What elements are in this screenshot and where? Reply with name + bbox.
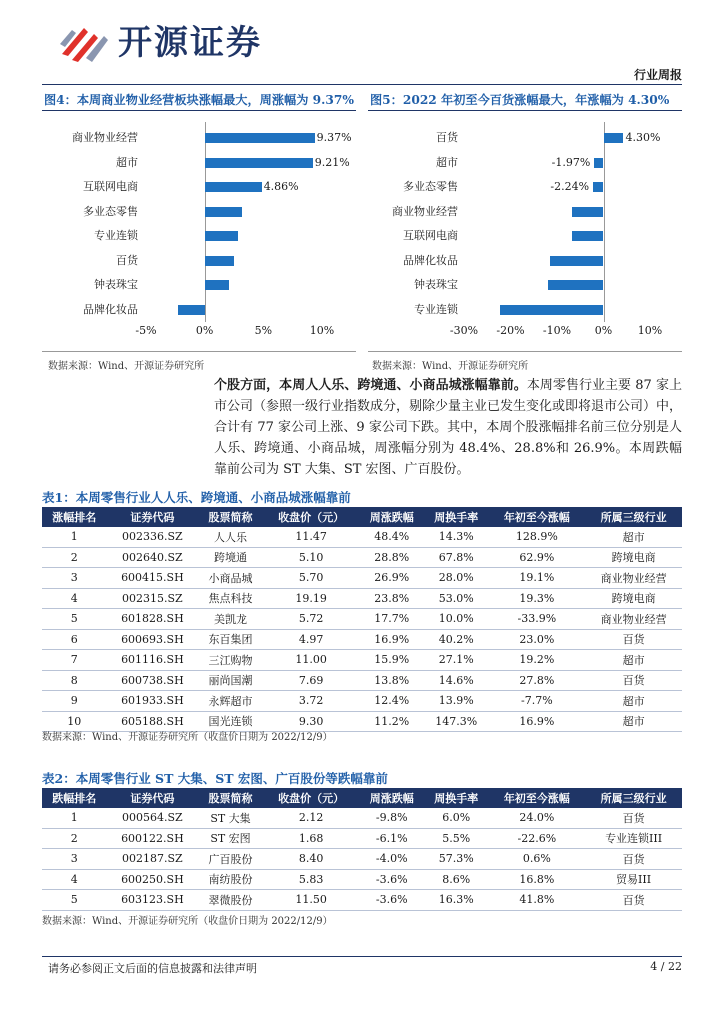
table-cell: 跨境通 (198, 547, 262, 568)
table-cell: 15.9% (359, 650, 423, 671)
table-cell: 7 (42, 650, 106, 671)
header-divider (42, 84, 682, 85)
table-cell: 10 (42, 711, 106, 732)
footer-disclaimer: 请务必参阅正文后面的信息披露和法律声明 (48, 962, 257, 975)
table-cell: 601933.SH (106, 691, 198, 712)
table-cell: 002336.SZ (106, 527, 198, 547)
table-cell: 600122.SH (106, 828, 198, 849)
category-label: 专业连锁 (94, 229, 138, 243)
bar (604, 133, 624, 143)
table-cell: 南纺股份 (198, 869, 262, 890)
column-header: 周换手率 (424, 788, 488, 808)
table-1-title: 表1：本周零售行业人人乐、跨境通、小商品城涨幅靠前 (42, 490, 351, 505)
bar (594, 158, 603, 168)
table-cell: 小商品城 (198, 568, 262, 589)
table-row (42, 869, 682, 890)
category-label: 钟表珠宝 (414, 278, 458, 292)
table-row (42, 691, 682, 712)
table-cell: -33.9% (488, 609, 585, 630)
table-cell: 8.40 (263, 849, 360, 870)
paragraph-lead: 个股方面，本周人人乐、跨境通、小商品城涨幅靠前。 (214, 378, 527, 393)
zero-axis-line (604, 122, 605, 322)
report-type: 行业周报 (633, 68, 682, 82)
table-row (42, 527, 682, 547)
table-cell: 48.4% (359, 527, 423, 547)
table-cell: 601116.SH (106, 650, 198, 671)
data-label: 4.86% (263, 180, 299, 194)
table-cell: 2 (42, 828, 106, 849)
body-paragraph (214, 375, 682, 480)
table-cell: 600415.SH (106, 568, 198, 589)
table-row (42, 588, 682, 609)
table-cell: 57.3% (424, 849, 488, 870)
table-cell: 5.72 (263, 609, 360, 630)
bar (548, 280, 604, 290)
table-cell: 百货 (585, 629, 682, 650)
table-cell: 12.4% (359, 691, 423, 712)
table-2-title: 表2：本周零售行业 ST 大集、ST 宏图、广百股份等跌幅靠前 (42, 771, 388, 786)
data-label: -2.24% (550, 180, 590, 194)
table-cell: 26.9% (359, 568, 423, 589)
table-cell: 人人乐 (198, 527, 262, 547)
bar (593, 182, 603, 192)
column-header: 收盘价（元） (263, 507, 360, 527)
x-tick-label: -30% (449, 324, 479, 337)
category-label: 钟表珠宝 (94, 278, 138, 292)
table-cell: 000564.SZ (106, 808, 198, 828)
table-cell: 600738.SH (106, 670, 198, 691)
table-cell: 2.12 (263, 808, 360, 828)
table-cell: 4 (42, 869, 106, 890)
table-cell: 8 (42, 670, 106, 691)
table-cell: 4 (42, 588, 106, 609)
figure-5-bottom-rule (368, 351, 682, 352)
table-cell: 23.0% (488, 629, 585, 650)
table-row (42, 629, 682, 650)
x-tick-label: 5% (254, 324, 273, 337)
table-cell: -9.8% (359, 808, 423, 828)
bar (205, 158, 313, 168)
table-cell: 1 (42, 527, 106, 547)
table-cell: -7.7% (488, 691, 585, 712)
table-cell: 11.50 (263, 890, 360, 911)
table-cell: -4.0% (359, 849, 423, 870)
bar (205, 182, 262, 192)
table-cell: 23.8% (359, 588, 423, 609)
table-cell: 专业连锁III (585, 828, 682, 849)
table-cell: 焦点科技 (198, 588, 262, 609)
table-cell: ST 大集 (198, 808, 262, 828)
brand-logo-icon (58, 24, 116, 64)
table-cell: 16.9% (488, 711, 585, 732)
table-cell: 百货 (585, 670, 682, 691)
figure-4-title: 图4：本周商业物业经营板块涨幅最大，周涨幅为 9.37% (44, 93, 354, 107)
table-cell: 128.9% (488, 527, 585, 547)
table-row (42, 609, 682, 630)
table-cell: 19.19 (263, 588, 360, 609)
figure-5-title: 图5：2022 年初至今百货涨幅最大，年涨幅为 4.30% (370, 93, 670, 107)
table-cell: 超市 (585, 691, 682, 712)
column-header: 跌幅排名 (42, 788, 106, 808)
x-tick-label: 0% (195, 324, 214, 337)
table-1-header-row (42, 507, 682, 527)
table-cell: 4.97 (263, 629, 360, 650)
data-label: 4.30% (625, 131, 661, 145)
table-cell: 002315.SZ (106, 588, 198, 609)
bar (572, 231, 604, 241)
table-cell: -22.6% (488, 828, 585, 849)
table-cell: 600250.SH (106, 869, 198, 890)
x-tick-label: -5% (135, 324, 157, 337)
table-cell: 超市 (585, 711, 682, 732)
data-label: 9.21% (314, 155, 350, 169)
table-row (42, 890, 682, 911)
table-row (42, 568, 682, 589)
bar (550, 256, 604, 266)
table-cell: 5.70 (263, 568, 360, 589)
table-cell: 27.1% (424, 650, 488, 671)
table-cell: 19.3% (488, 588, 585, 609)
figure-5-source: 数据来源：Wind、开源证券研究所 (372, 361, 529, 372)
category-label: 专业连锁 (414, 302, 458, 316)
table-cell: 40.2% (424, 629, 488, 650)
table-cell: 丽尚国潮 (198, 670, 262, 691)
table-cell: 28.8% (359, 547, 423, 568)
table-cell: 002187.SZ (106, 849, 198, 870)
table-cell: 3 (42, 849, 106, 870)
zero-axis-line (205, 122, 206, 322)
table-cell: 19.1% (488, 568, 585, 589)
data-label: -1.97% (551, 155, 591, 169)
table-cell: 601828.SH (106, 609, 198, 630)
table-cell: -6.1% (359, 828, 423, 849)
table-cell: 翠微股份 (198, 890, 262, 911)
bar (205, 256, 234, 266)
category-label: 商业物业经营 (392, 204, 458, 218)
category-label: 品牌化妆品 (83, 302, 138, 316)
column-header: 周涨跌幅 (359, 788, 423, 808)
category-label: 百货 (436, 131, 458, 145)
table-2-header-row (42, 788, 682, 808)
table-cell: 百货 (585, 890, 682, 911)
table-cell: 商业物业经营 (585, 568, 682, 589)
table-cell: 商业物业经营 (585, 609, 682, 630)
table-cell: 19.2% (488, 650, 585, 671)
table-cell: 17.7% (359, 609, 423, 630)
column-header: 年初至今涨幅 (488, 507, 585, 527)
bar (205, 231, 238, 241)
table-cell: 超市 (585, 650, 682, 671)
x-tick-label: 10% (637, 324, 663, 337)
table-cell: 11.00 (263, 650, 360, 671)
brand-name: 开源证券 (118, 23, 262, 63)
table-cell: 16.9% (359, 629, 423, 650)
table-cell: 16.3% (424, 890, 488, 911)
table-cell: 9.30 (263, 711, 360, 732)
table-cell: 5 (42, 890, 106, 911)
category-label: 多业态零售 (83, 204, 138, 218)
category-label: 品牌化妆品 (403, 253, 458, 267)
table-cell: 6 (42, 629, 106, 650)
column-header: 所属三级行业 (585, 507, 682, 527)
table-cell: 永辉超市 (198, 691, 262, 712)
table-1-source: 数据来源：Wind、开源证券研究所（收盘价日期为 2022/12/9） (42, 732, 333, 743)
table-cell: 百货 (585, 808, 682, 828)
table-cell: 14.3% (424, 527, 488, 547)
table-row (42, 650, 682, 671)
category-label: 百货 (116, 253, 138, 267)
table-cell: -3.6% (359, 869, 423, 890)
table-cell: 6.0% (424, 808, 488, 828)
table-cell: 广百股份 (198, 849, 262, 870)
table-cell: 5.83 (263, 869, 360, 890)
table-cell: 16.8% (488, 869, 585, 890)
table-cell: 2 (42, 547, 106, 568)
bar (205, 207, 243, 217)
table-cell: 0.6% (488, 849, 585, 870)
category-label: 多业态零售 (403, 180, 458, 194)
table-cell: 超市 (585, 527, 682, 547)
figure-5-chart (368, 114, 682, 350)
table-cell: 三江购物 (198, 650, 262, 671)
table-cell: 24.0% (488, 808, 585, 828)
table-cell: 13.9% (424, 691, 488, 712)
table-cell: 11.47 (263, 527, 360, 547)
table-cell: -3.6% (359, 890, 423, 911)
column-header: 周涨跌幅 (359, 507, 423, 527)
table-cell: 8.6% (424, 869, 488, 890)
category-label: 互联网电商 (83, 180, 138, 194)
x-tick-label: -20% (496, 324, 525, 337)
bar (205, 133, 315, 143)
table-cell: 1.68 (263, 828, 360, 849)
x-tick-label: -10% (542, 324, 572, 337)
column-header: 涨幅排名 (42, 507, 106, 527)
category-label: 超市 (116, 155, 138, 169)
figure-5-top-rule (368, 110, 682, 111)
table-cell: 41.8% (488, 890, 585, 911)
table-cell: 147.3% (424, 711, 488, 732)
table-cell: 14.6% (424, 670, 488, 691)
table-cell: 62.9% (488, 547, 585, 568)
table-cell: 3.72 (263, 691, 360, 712)
figure-4-chart (42, 114, 356, 350)
table-cell: 东百集团 (198, 629, 262, 650)
table-cell: 百货 (585, 849, 682, 870)
table-cell: 9 (42, 691, 106, 712)
column-header: 证券代码 (106, 507, 198, 527)
bar (572, 207, 603, 217)
table-cell: 53.0% (424, 588, 488, 609)
bar (500, 305, 604, 315)
table-cell: 美凯龙 (198, 609, 262, 630)
table-cell: 跨境电商 (585, 588, 682, 609)
table-cell: 28.0% (424, 568, 488, 589)
table-cell: 5 (42, 609, 106, 630)
table-cell: 13.8% (359, 670, 423, 691)
bar (178, 305, 205, 315)
table-row (42, 670, 682, 691)
table-row (42, 849, 682, 870)
table-cell: 10.0% (424, 609, 488, 630)
column-header: 股票简称 (198, 788, 262, 808)
table-cell: 5.5% (424, 828, 488, 849)
column-header: 年初至今涨幅 (488, 788, 585, 808)
page-number: 4 / 22 (650, 960, 682, 973)
figure-4-bottom-rule (42, 351, 356, 352)
category-label: 互联网电商 (403, 229, 458, 243)
data-label: 9.37% (316, 131, 352, 145)
table-2-source: 数据来源：Wind、开源证券研究所（收盘价日期为 2022/12/9） (42, 916, 333, 927)
table-2 (42, 788, 682, 911)
table-1 (42, 507, 682, 732)
table-cell: 002640.SZ (106, 547, 198, 568)
x-tick-label: 10% (309, 324, 335, 337)
table-row (42, 547, 682, 568)
table-row (42, 828, 682, 849)
table-cell: ST 宏图 (198, 828, 262, 849)
paragraph-body: 本周零售行业主要 87 家上市公司（参照一级行业指数成分，剔除少量主业已发生变化或即将退市公司）中，合计有 77 家公司上涨、9 家公司下跌。其中，本周个股涨幅排名前三位分别是人人乐、跨境通、小商品城，周涨幅分别为 48.4%、28.8%和 26.9%。本周跌幅靠前公司为 ST 大集、ST 宏图、广百股份。 (214, 378, 683, 477)
table-cell: 605188.SH (106, 711, 198, 732)
table-cell: 603123.SH (106, 890, 198, 911)
table-row (42, 808, 682, 828)
table-cell: 7.69 (263, 670, 360, 691)
table-cell: 27.8% (488, 670, 585, 691)
table-cell: 67.8% (424, 547, 488, 568)
column-header: 证券代码 (106, 788, 198, 808)
table-cell: 600693.SH (106, 629, 198, 650)
table-cell: 贸易III (585, 869, 682, 890)
table-cell: 1 (42, 808, 106, 828)
figure-4-source: 数据来源：Wind、开源证券研究所 (48, 361, 205, 372)
category-label: 商业物业经营 (72, 131, 138, 145)
table-cell: 跨境电商 (585, 547, 682, 568)
category-label: 超市 (436, 155, 458, 169)
footer-divider (42, 956, 682, 957)
column-header: 所属三级行业 (585, 788, 682, 808)
column-header: 股票简称 (198, 507, 262, 527)
table-cell: 11.2% (359, 711, 423, 732)
table-cell: 国光连锁 (198, 711, 262, 732)
x-tick-label: 0% (594, 324, 613, 337)
figure-4-top-rule (42, 110, 356, 111)
bar (205, 280, 230, 290)
table-cell: 3 (42, 568, 106, 589)
column-header: 收盘价（元） (263, 788, 360, 808)
table-cell: 5.10 (263, 547, 360, 568)
column-header: 周换手率 (424, 507, 488, 527)
